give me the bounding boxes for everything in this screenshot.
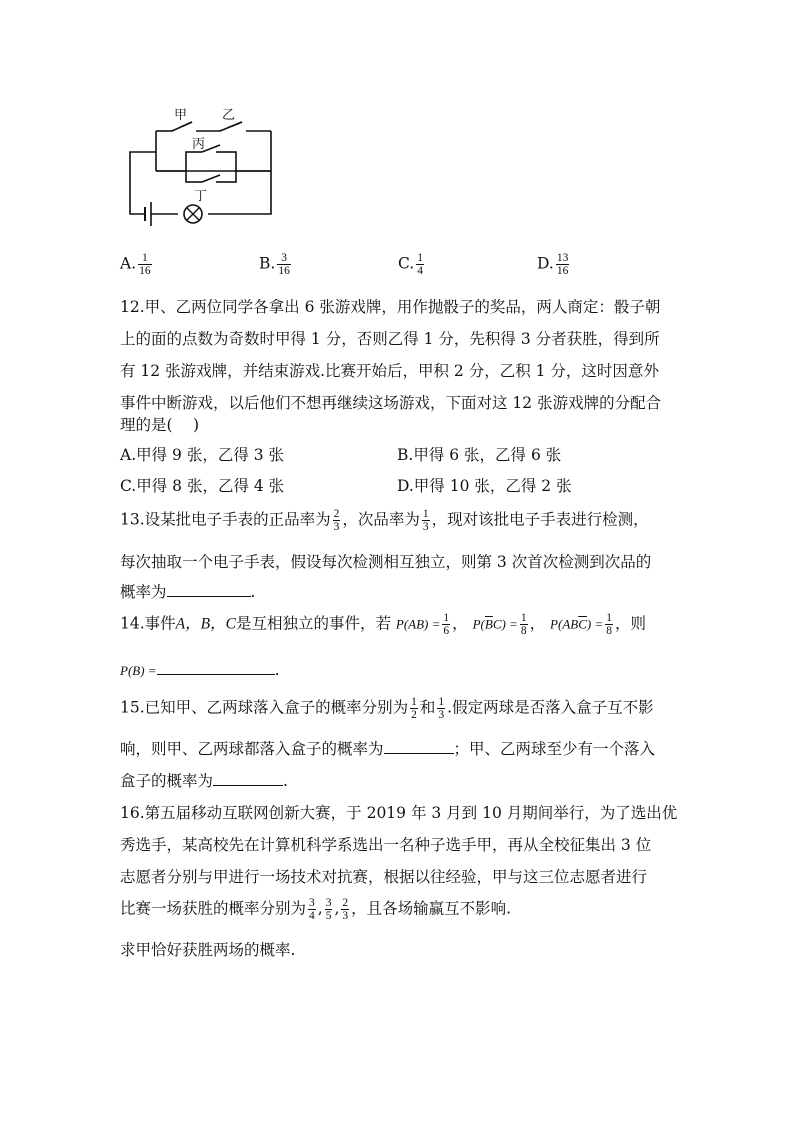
label-yi: 乙 — [222, 108, 236, 123]
q12-line-2: 上的面的点数为奇数时甲得 1 分，否则乙得 1 分，先积得 3 分者获胜，得到所 — [120, 330, 660, 348]
q15-answer-blank-2[interactable] — [213, 769, 283, 786]
circuit-diagram — [118, 104, 288, 229]
q12-line-4: 事件中断游戏，以后他们不想再继续这场游戏，下面对这 12 张游戏牌的分配合 — [120, 394, 662, 412]
q11-option-c: C. $\frac{1}{4}$ — [398, 252, 423, 277]
q13-answer-blank[interactable] — [167, 580, 251, 597]
q12-option-a: A.甲得 9 张，乙得 3 张 — [120, 446, 285, 464]
q12-option-c: C.甲得 8 张，乙得 4 张 — [120, 477, 285, 495]
q16-line-4: 比赛一场获胜的概率分别为 $\frac{3}{4}$ , $\frac{3}{5}$ , $\frac{2}{3}$ ，且各场输赢互不影响. — [120, 897, 512, 922]
lamp-icon — [184, 205, 202, 223]
label-ding: 丁 — [194, 189, 208, 204]
switch-gaps — [202, 148, 216, 186]
q12-option-d: D.甲得 10 张，乙得 2 张 — [397, 477, 572, 495]
q15-answer-blank-1[interactable] — [384, 737, 454, 754]
q14-line-1: 14.事件A，B，C是互相独立的事件，若 P(AB) = $\frac{1}{6}$ ， $P(\overline{B}C)$ = $\frac{1}{8}$ ， $P(AB\overline{C})$ = $\frac{1}{8}$ ，则 — [120, 612, 646, 637]
q13-line-3: 概率为 . — [120, 580, 255, 602]
q16-line-1: 16.第五届移动互联网创新大赛，于 2019 年 3 月到 10 月期间举行，为了选出优 — [120, 804, 678, 822]
q12-line-1: 12.甲、乙两位同学各拿出 6 张游戏牌，用作抛骰子的奖品，两人商定：骰子朝 — [120, 298, 661, 316]
q16-line-2: 秀选手，某高校先在计算机科学系选出一名种子选手甲，再从全校征集出 3 位 — [120, 836, 652, 854]
q15-line-2: 响，则甲、乙两球都落入盒子的概率为 ；甲、乙两球至少有一个落入 — [120, 737, 655, 759]
q16-line-3: 志愿者分别与甲进行一场技术对抗赛，根据以往经验，甲与这三位志愿者进行 — [120, 868, 648, 886]
q14-line-2: P(B) = . — [120, 658, 280, 679]
q16-question: 求甲恰好获胜两场的概率. — [120, 941, 296, 959]
q15-line-3: 盒子的概率为 . — [120, 769, 288, 791]
q13-line-2: 每次抽取一个电子手表，假设每次检测相互独立，则第 3 次首次检测到次品的 — [120, 553, 652, 571]
q12-line-3: 有 12 张游戏牌，并结束游戏.比赛开始后，甲积 2 分，乙积 1 分，这时因意外 — [120, 362, 659, 380]
label-bing: 丙 — [192, 137, 206, 152]
q12-option-b: B.甲得 6 张，乙得 6 张 — [397, 446, 562, 464]
q15-line-1: 15.已知甲、乙两球落入盒子的概率分别为 $\frac{1}{2}$ 和 $\frac{1}{3}$ .假定两球是否落入盒子互不影 — [120, 696, 654, 721]
label-jia: 甲 — [174, 108, 188, 123]
q13-line-1: 13.设某批电子手表的正品率为 $\frac{2}{3}$ ，次品率为 $\frac{1}{3}$ ，现对该批电子手表进行检测， — [120, 508, 649, 533]
q11-option-a: A. $\frac{1}{16}$ — [120, 252, 151, 277]
q11-option-d: D. $\frac{13}{16}$ — [537, 252, 569, 277]
q11-option-b: B. $\frac{3}{16}$ — [259, 252, 290, 277]
q14-answer-blank[interactable] — [157, 658, 275, 675]
q12-line-5: 理的是( ) — [120, 416, 200, 434]
